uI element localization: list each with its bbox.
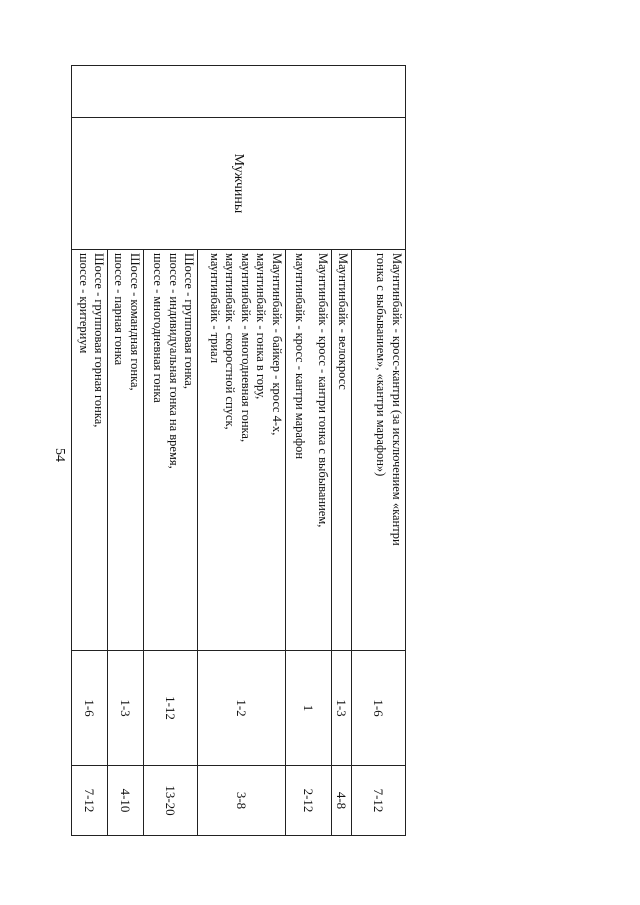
discipline-line: шоссе - индивидуальная гонка на время, — [166, 253, 181, 469]
discipline-line: шоссе - парная гонка — [112, 253, 127, 366]
discipline-line: Маунтинбайк - кросс - кантри гонка с выбыванием, — [316, 253, 331, 528]
discipline-line: маунтинбайк - многодневная гонка, — [238, 253, 253, 443]
range-cell-b: 7-12 — [351, 766, 405, 836]
discipline-line: Шоссе - групповая горная гонка, — [92, 253, 107, 428]
discipline-line: маунтинбайк - кросс - кантри марафон — [292, 253, 307, 460]
table-row — [351, 66, 405, 836]
discipline-cell — [332, 250, 352, 651]
range-cell-a: 1-3 — [332, 651, 352, 766]
discipline-cell — [144, 250, 198, 651]
discipline-cell — [285, 250, 331, 651]
range-cell-b: 4-10 — [108, 766, 144, 836]
discipline-line: шоссе - многодневная гонка — [151, 253, 166, 403]
discipline-cell — [351, 250, 405, 651]
discipline-line: гонка с выбыванием», «кантри марафон») — [374, 253, 389, 477]
sports-table — [71, 65, 406, 836]
discipline-line: Маунтинбайк - велокросс — [335, 253, 350, 390]
rotated-table-wrapper — [71, 65, 406, 835]
range-cell-b: 13-20 — [144, 766, 198, 836]
discipline-cell — [72, 250, 108, 651]
discipline-line: Шоссе - групповая гонка, — [182, 253, 197, 389]
range-cell-a: 1-6 — [72, 651, 108, 766]
range-cell-a: 1-3 — [108, 651, 144, 766]
discipline-line: маунтинбайк - гонка в гору, — [254, 253, 269, 400]
discipline-line: Маунтинбайк - кросс-кантри (за исключением «кантри — [390, 253, 404, 546]
discipline-line: Шоссе - командная гонка, — [128, 253, 142, 391]
discipline-cell — [108, 250, 144, 651]
range-cell-a: 1 — [285, 651, 331, 766]
range-cell-a: 1-6 — [351, 651, 405, 766]
range-cell-b: 7-12 — [72, 766, 108, 836]
blank-column — [72, 66, 406, 118]
range-cell-b: 4-8 — [332, 766, 352, 836]
discipline-line: Маунтинбайк - байкер - кросс 4-х, — [269, 253, 284, 436]
page-number: 54 — [52, 448, 67, 462]
category-cell: Мужчины — [72, 118, 406, 250]
discipline-cell — [198, 250, 285, 651]
discipline-line: шоссе - критериум — [76, 253, 91, 354]
range-cell-a: 1-12 — [144, 651, 198, 766]
range-cell-b: 2-12 — [285, 766, 331, 836]
range-cell-b: 3-8 — [198, 766, 285, 836]
discipline-line: маунтинбайк - триал — [207, 253, 222, 364]
range-cell-a: 1-2 — [198, 651, 285, 766]
discipline-line: маунтинбайк - скоростной спуск, — [223, 253, 238, 430]
